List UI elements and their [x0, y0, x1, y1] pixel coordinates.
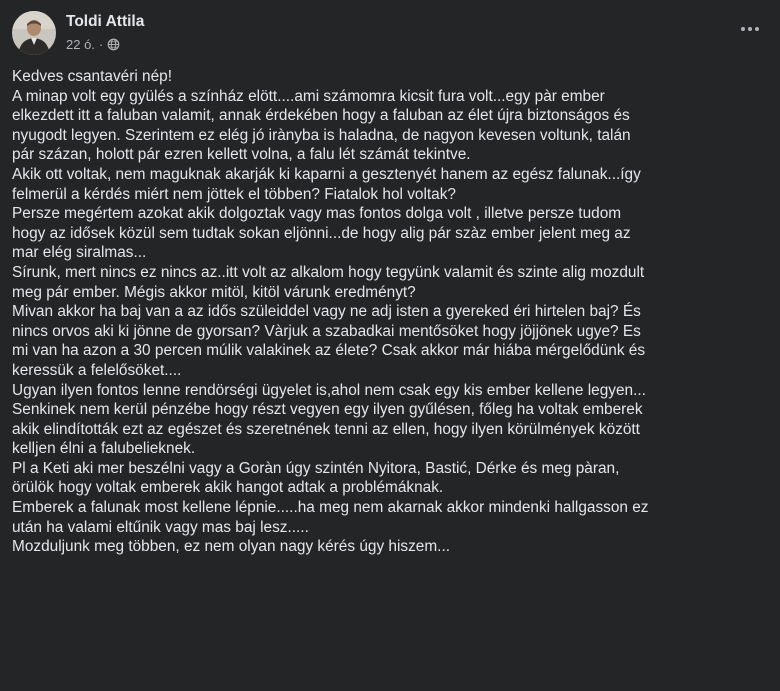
message-line: Emberek a falunak most kellene lépnie.....ha meg nem akarnak akkor mindenki hallgasson ez — [12, 499, 649, 517]
globe-icon[interactable] — [107, 38, 120, 51]
post-header — [12, 11, 768, 57]
message-line: felmerül a kérdés miért nem jöttek el többen? Fiatalok hol voltak? — [12, 185, 456, 203]
message-line: pár százan, holott pár ezren kellett volna, a falu lét számát tekintve. — [12, 146, 471, 164]
message-line: Senkinek nem kerül pénzébe hogy részt vegyen egy ilyen gyűlésen, főleg ha voltak emberek — [12, 401, 643, 419]
message-line: Mivan akkor ha baj van a az idős szüleiddel vagy ne adj isten a gyereked éri hirtelen baj? És — [12, 303, 641, 321]
post-timestamp[interactable]: 22 ó. — [66, 37, 95, 52]
message-line: mi van ha azon a 30 percen múlik valakinek az élete? Csak akkor már hiába mérgelődünk és — [12, 342, 646, 360]
message-line: Kedves csantavéri nép! — [12, 68, 172, 85]
message-line: Akik ott voltak, nem maguknak akarják ki kaparni a gesztenyét hanem az egész falunak...így — [12, 165, 641, 183]
message-line: meg pár ember. Mégis akkor mitöl, kitöl várunk eredményt? — [12, 283, 416, 301]
message-line: után ha valami eltűnik vagy mas baj lesz..... — [12, 518, 309, 536]
message-line: Pl a Keti aki mer beszélni vagy a Goràn úgy szintén Nyitora, Bastić, Dérke és meg pàran, — [12, 459, 620, 477]
message-line: Ugyan ilyen fontos lenne rendörségi ügyelet is,ahol nem csak egy kis ember kellene legyen... — [12, 381, 646, 399]
message-line: keressük a felelősöket.... — [12, 361, 182, 379]
message-line: nyugodt legyen. Szerintem ez elég jó irànyba is haladna, de nagyon kevesen voltunk, talán — [12, 126, 631, 144]
message-line: örülök hogy voltak emberek akik hangot adtak a problémáknak. — [12, 479, 444, 497]
post-message — [12, 67, 770, 557]
message-line: hogy az idősek közül sem tudtak sokan eljönni...de hogy alig pár szàz ember jelent meg az — [12, 224, 631, 242]
more-options-icon[interactable] — [732, 15, 768, 43]
post-meta — [66, 37, 120, 52]
message-line: mar elég siralmas... — [12, 244, 147, 262]
message-line: kelljen élni a falubelieknek. — [12, 440, 196, 458]
message-line: Sírunk, mert nincs ez nincs az..itt volt az alkalom hogy tegyünk valamit és szinte alig mozdult — [12, 263, 645, 281]
message-line: nincs orvos aki ki jönne de gyorsan? Vàrjuk a szabadkai mentősöket hogy jöjjönek ugye? Es — [12, 322, 641, 340]
message-line: Mozduljunk meg többen, ez nem olyan nagy kérés úgy hiszem... — [12, 538, 451, 556]
message-line: elkezdett itt a faluban valamit, annak érdekében hogy a faluban az élet újra biztonságos és — [12, 107, 630, 125]
message-line: A minap volt egy gyülés a színház elött....ami számomra kicsit fura volt...egy pàr ember — [12, 87, 605, 105]
message-line: Persze megértem azokat akik dolgoztak vagy mas fontos dolga volt , illetve persze tudom — [12, 205, 622, 223]
author-name[interactable]: Toldi Attila — [66, 13, 145, 30]
message-line: akik elindították ezt az egészet és szeretnének tenni az ellen, hogy ilyen körülmények között — [12, 420, 640, 438]
meta-separator: · — [98, 37, 104, 52]
avatar[interactable] — [12, 11, 56, 55]
